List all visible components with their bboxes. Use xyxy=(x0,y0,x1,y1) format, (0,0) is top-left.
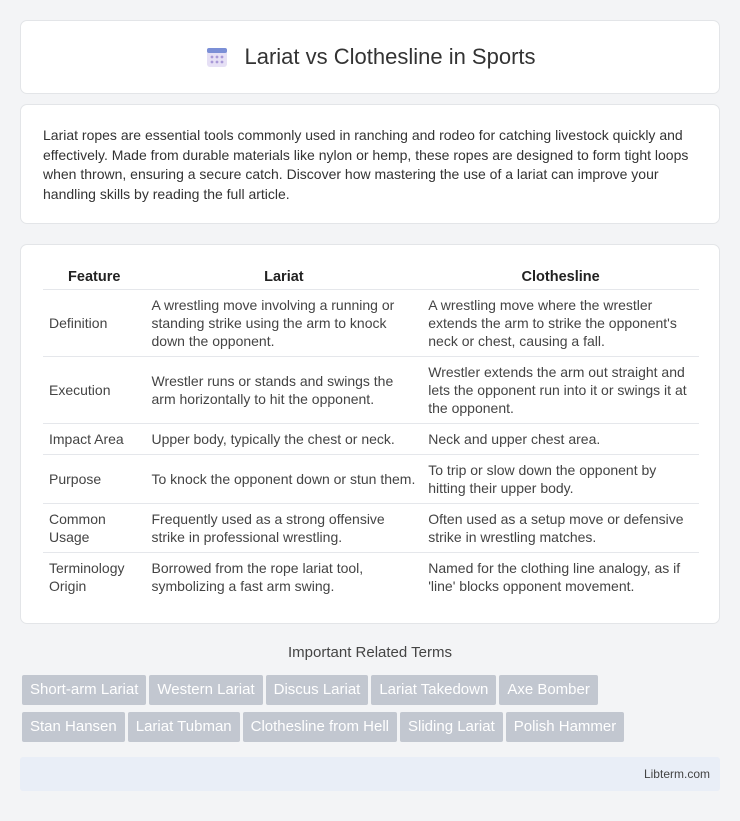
row-feature: Terminology Origin xyxy=(43,552,146,601)
table-row xyxy=(43,503,699,552)
row-clothesline: Often used as a setup move or defensive strike in wrestling matches. xyxy=(422,503,699,552)
header-feature: Feature xyxy=(68,269,121,285)
row-clothesline: Wrestler extends the arm out straight and lets the opponent run into it or swings it at the opponent. xyxy=(422,356,699,423)
table-row xyxy=(43,552,699,601)
comparison-table xyxy=(43,265,699,601)
row-clothesline: To trip or slow down the opponent by hitting their upper body. xyxy=(422,454,699,503)
intro-text: Lariat ropes are essential tools commonly used in ranching and rodeo for catching livestock quickly and effectively. Made from durable materials like nylon or hemp, these ropes are designed to form tight loops when thrown, ensuring a secure catch. Discover how mastering the use of a lariat can improve your handling skills by reading the full article. xyxy=(43,127,689,202)
row-lariat: Frequently used as a strong offensive strike in professional wrestling. xyxy=(146,503,423,552)
comparison-card xyxy=(20,244,720,624)
row-lariat: To knock the opponent down or stun them. xyxy=(146,454,423,503)
row-clothesline: Neck and upper chest area. xyxy=(422,423,699,454)
row-feature: Impact Area xyxy=(43,423,146,454)
page-title: Lariat vs Clothesline in Sports xyxy=(244,44,536,69)
term-tag[interactable]: Axe Bomber xyxy=(499,675,598,705)
calendar-icon xyxy=(204,44,230,70)
term-tag[interactable]: Short-arm Lariat xyxy=(22,675,146,705)
term-tag[interactable]: Western Lariat xyxy=(149,675,262,705)
table-row xyxy=(43,289,699,356)
title-card xyxy=(20,20,720,94)
related-terms xyxy=(22,675,722,749)
table-row xyxy=(43,454,699,503)
term-tag[interactable]: Polish Hammer xyxy=(506,712,625,742)
row-clothesline: Named for the clothing line analogy, as if 'line' blocks opponent movement. xyxy=(422,552,699,601)
row-lariat: Borrowed from the rope lariat tool, symbolizing a fast arm swing. xyxy=(146,552,423,601)
row-lariat: Upper body, typically the chest or neck. xyxy=(146,423,423,454)
table-row xyxy=(43,423,699,454)
related-terms-title: Important Related Terms xyxy=(288,644,452,661)
term-tag[interactable]: Clothesline from Hell xyxy=(243,712,397,742)
header-clothesline: Clothesline xyxy=(521,269,600,285)
header-lariat: Lariat xyxy=(264,269,304,285)
intro-card xyxy=(20,104,720,224)
term-tag[interactable]: Stan Hansen xyxy=(22,712,125,742)
term-tag[interactable]: Lariat Tubman xyxy=(128,712,240,742)
table-row xyxy=(43,356,699,423)
row-clothesline: A wrestling move where the wrestler extends the arm to strike the opponent's neck or chest, causing a fall. xyxy=(422,289,699,356)
row-feature: Definition xyxy=(43,289,146,356)
footer xyxy=(20,757,720,791)
footer-site-link[interactable]: Libterm.com xyxy=(643,767,710,781)
row-feature: Common Usage xyxy=(43,503,146,552)
term-tag[interactable]: Discus Lariat xyxy=(266,675,369,705)
row-feature: Purpose xyxy=(43,454,146,503)
row-lariat: A wrestling move involving a running or standing strike using the arm to knock down the opponent. xyxy=(146,289,423,356)
row-lariat: Wrestler runs or stands and swings the arm horizontally to hit the opponent. xyxy=(146,356,423,423)
term-tag[interactable]: Lariat Takedown xyxy=(371,675,496,705)
term-tag[interactable]: Sliding Lariat xyxy=(400,712,503,742)
row-feature: Execution xyxy=(43,356,146,423)
